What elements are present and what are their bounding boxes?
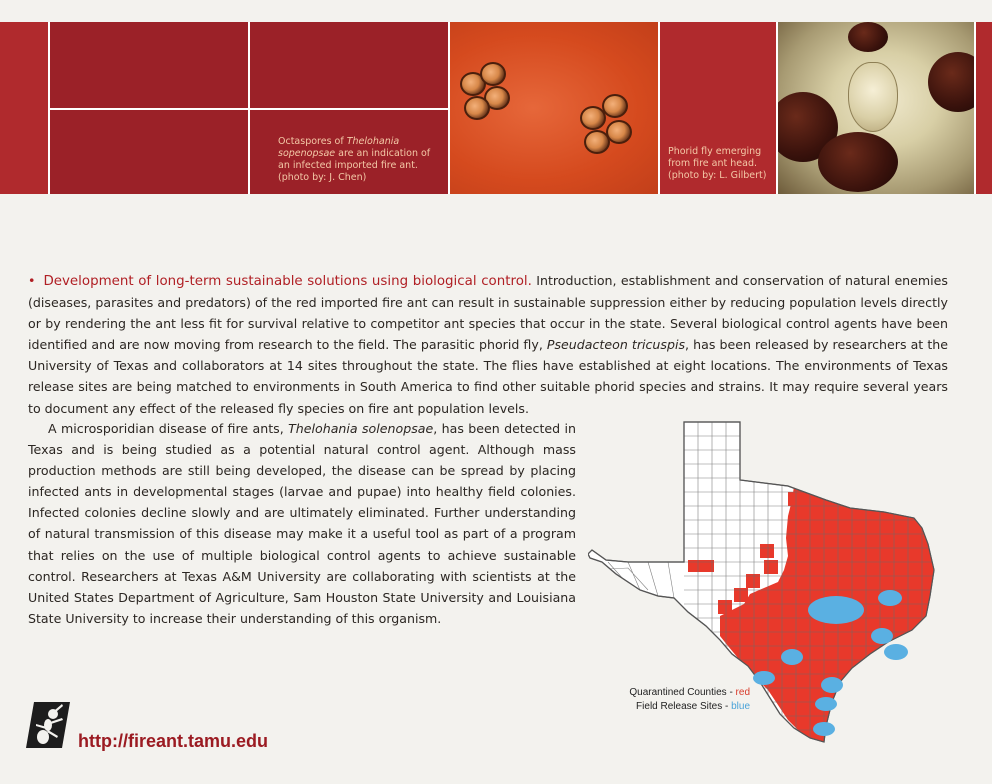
release-site xyxy=(871,628,893,644)
legend-release-sites: Field Release Sites - blue xyxy=(636,701,750,712)
release-site xyxy=(821,677,843,693)
website-link[interactable]: http://fireant.tamu.edu xyxy=(78,731,268,751)
banner-caption-block-fly xyxy=(660,22,776,194)
photo-banner xyxy=(0,22,992,194)
microsporidian-paragraph: A microsporidian disease of fire ants, Thelohania solenopsae, has been detected in Texas and is being studied as a potential natural control agent. Although mass production methods are still being developed, the disease can be spread by placing infected ants in developmental stages (larvae and pupae) into healthy field colonies. Infected colonies decline slowly and are ultimately eliminated. Further understanding of natural transmission of this disease may make it a useful tool as part of a program that relies on the use of multiple biological control agents to achieve sustainable control. Researchers at Texas A&M University are collaborating with scientists at the United States Department of Agriculture, Sam Houston State University and Louisiana State University to increase their understanding of this organism. xyxy=(28,421,577,626)
fire-ant-icon xyxy=(26,700,72,750)
banner-block-3 xyxy=(50,110,248,194)
banner-block-1 xyxy=(50,22,248,108)
photo-phorid-fly xyxy=(778,22,974,194)
release-site xyxy=(813,722,835,736)
biocontrol-paragraph: • Development of long-term sustainable solutions using biological control. Introduction, establishment and conservation of natural enemies (diseases, parasites and predators) of the red imported fire ant can result in sustainable suppression either by reducing population levels directly or by rendering the ant less fit for survival relative to competitor ant species that occur in the state. Several biological control agents have been identified and are now moving from research to the field. The parasitic phorid fly, Pseudacteon tricuspis, has been released by researchers at the University of Texas and collaborators at 14 sites throughout the state. The flies have established at eight locations. The environments of Texas release sites are being matched to environments in South America to find other suitable phorid species and strains. It may require several years to document any effect of the released fly species on fire ant population levels. xyxy=(28,273,948,416)
release-site xyxy=(781,649,803,665)
caption-phorid-fly: Phorid fly emerging from fire ant head. (photo by: L. Gilbert) xyxy=(668,146,767,181)
banner-strip-left xyxy=(0,22,48,194)
release-site xyxy=(808,596,864,624)
banner-caption-block-spores xyxy=(250,110,448,194)
banner-strip-right xyxy=(976,22,992,194)
section-heading: Development of long-term sustainable solutions using biological control. xyxy=(43,274,532,289)
map-legend xyxy=(600,686,750,714)
photo-octaspores xyxy=(450,22,658,194)
release-site xyxy=(815,697,837,711)
release-site xyxy=(753,671,775,685)
release-site xyxy=(878,590,902,606)
release-site xyxy=(884,644,908,660)
banner-block-2 xyxy=(250,22,448,108)
caption-spores: Octaspores of Thelohania sopenopsae are an indication of an infected imported fire ant. (photo by: J. Chen) xyxy=(278,136,431,183)
legend-quarantined: Quarantined Counties - red xyxy=(629,687,750,698)
bullet-icon: • xyxy=(28,273,36,288)
